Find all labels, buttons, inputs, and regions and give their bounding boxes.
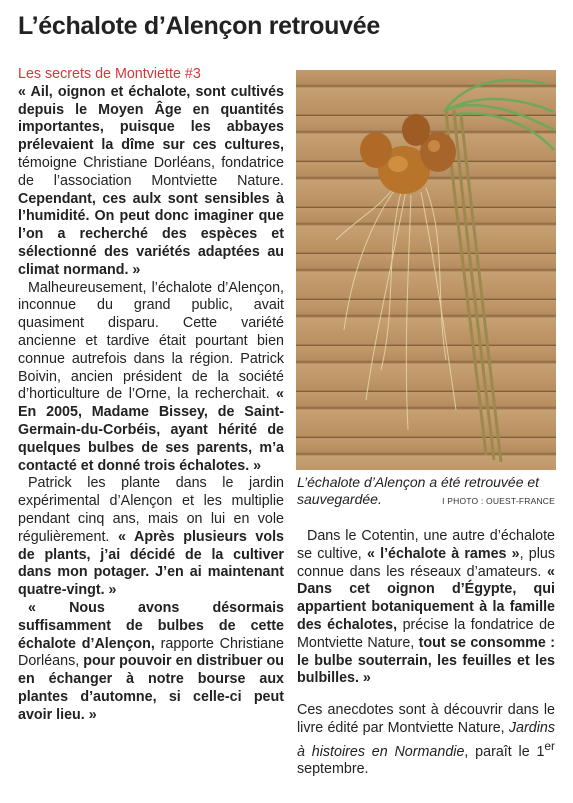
quote-text: « Nous avons désormais suffisamment de bulbes de cette échalote d’Alençon, — [18, 599, 284, 652]
book-title: Jardins à histoires en Normandie — [297, 719, 555, 760]
body-text: Malheureusement, l’échalote d’Alençon, inconnue du grand public, avait quasiment disparu. Cette variété ancienne et tardive était pourtant bien connue autrefois dans la région. Patrick Boivin, ancien président de la société d’horticulture de l’Orne, la recherchait. — [18, 279, 284, 403]
photo-credit: I PHOTO : OUEST-FRANCE — [442, 496, 555, 506]
body-text: Patrick les plante dans le jardin expérimental d’Alençon et les multiplie pendant cinq ans, mais on lui en vole régulièrement. — [18, 475, 284, 545]
body-text: , paraît le 1 — [464, 743, 545, 760]
quote-text: « En 2005, Madame Bissey, de Saint-Germain-du-Corbéis, ayant hérité de quelques bulbes de ses parents, m’a contacté et donné trois échalotes. » — [18, 386, 284, 474]
body-text: témoigne Christiane Dorléans, fondatrice de l’association Montviette Nature. — [18, 154, 284, 189]
quote-text: tout se consomme : le bulbe souterrain, les feuilles et les bulbilles. » — [297, 634, 555, 687]
quote-text: « l’échalote à rames » — [366, 545, 520, 562]
body-text: Ces anecdotes sont à découvrir dans le livre édité par Montviette Nature, — [297, 702, 555, 736]
body-text: Dans le Cotentin, une autre d’échalote se cultive, — [297, 528, 555, 562]
left-column — [18, 66, 284, 724]
quote-text: pour pouvoir en distribuer ou en échanger à notre bourse aux plantes d’automne, si celle-ci peut avoir lieu. » — [18, 653, 284, 723]
body-text: , plus connue dans les réseaux d’amateurs. — [297, 545, 556, 580]
photo-caption: L’échalote d’Alençon a été retrouvée et sauvegardée. — [297, 474, 540, 507]
shallot-illustration — [296, 70, 556, 470]
quote-text: « Après plusieurs vols de plants, j’ai décidé de la cultiver dans mon potager. J’en ai maintenant quatre-vingt. » — [18, 528, 285, 599]
body-text: précise la fondatrice de Montviette Nature, — [297, 616, 555, 651]
paragraph-6 — [297, 702, 555, 779]
paragraph-2 — [18, 280, 284, 476]
quote-text: « Dans cet oignon d’Égypte, qui appartient botaniquement à la famille des échalotes, — [297, 563, 555, 633]
ordinal-suffix: er — [544, 738, 555, 753]
body-text: rapporte Christiane Dorléans, — [18, 635, 285, 670]
paragraph-1 — [18, 84, 284, 280]
paragraph-5 — [297, 528, 555, 688]
quote-text: « Ail, oignon et échalote, sont cultivés depuis le Moyen Âge en quantités importantes, puisque les abbayes prélevaient la dîme sur ces cultures, — [18, 83, 284, 154]
article-title: L’échalote d’Alençon retrouvée — [18, 12, 380, 40]
shallot-photo — [296, 70, 556, 470]
paragraph-3 — [18, 475, 284, 600]
quote-text: Cependant, ces aulx sont sensibles à l’humidité. On peut donc imaginer que l’on a recherché des espèces et sélectionné des variétés adaptées au climat normand. » — [18, 190, 284, 278]
paragraph-4 — [18, 600, 284, 725]
body-text: septembre. — [297, 761, 369, 778]
kicker: Les secrets de Montviette #3 — [18, 66, 201, 82]
right-column — [297, 528, 555, 779]
